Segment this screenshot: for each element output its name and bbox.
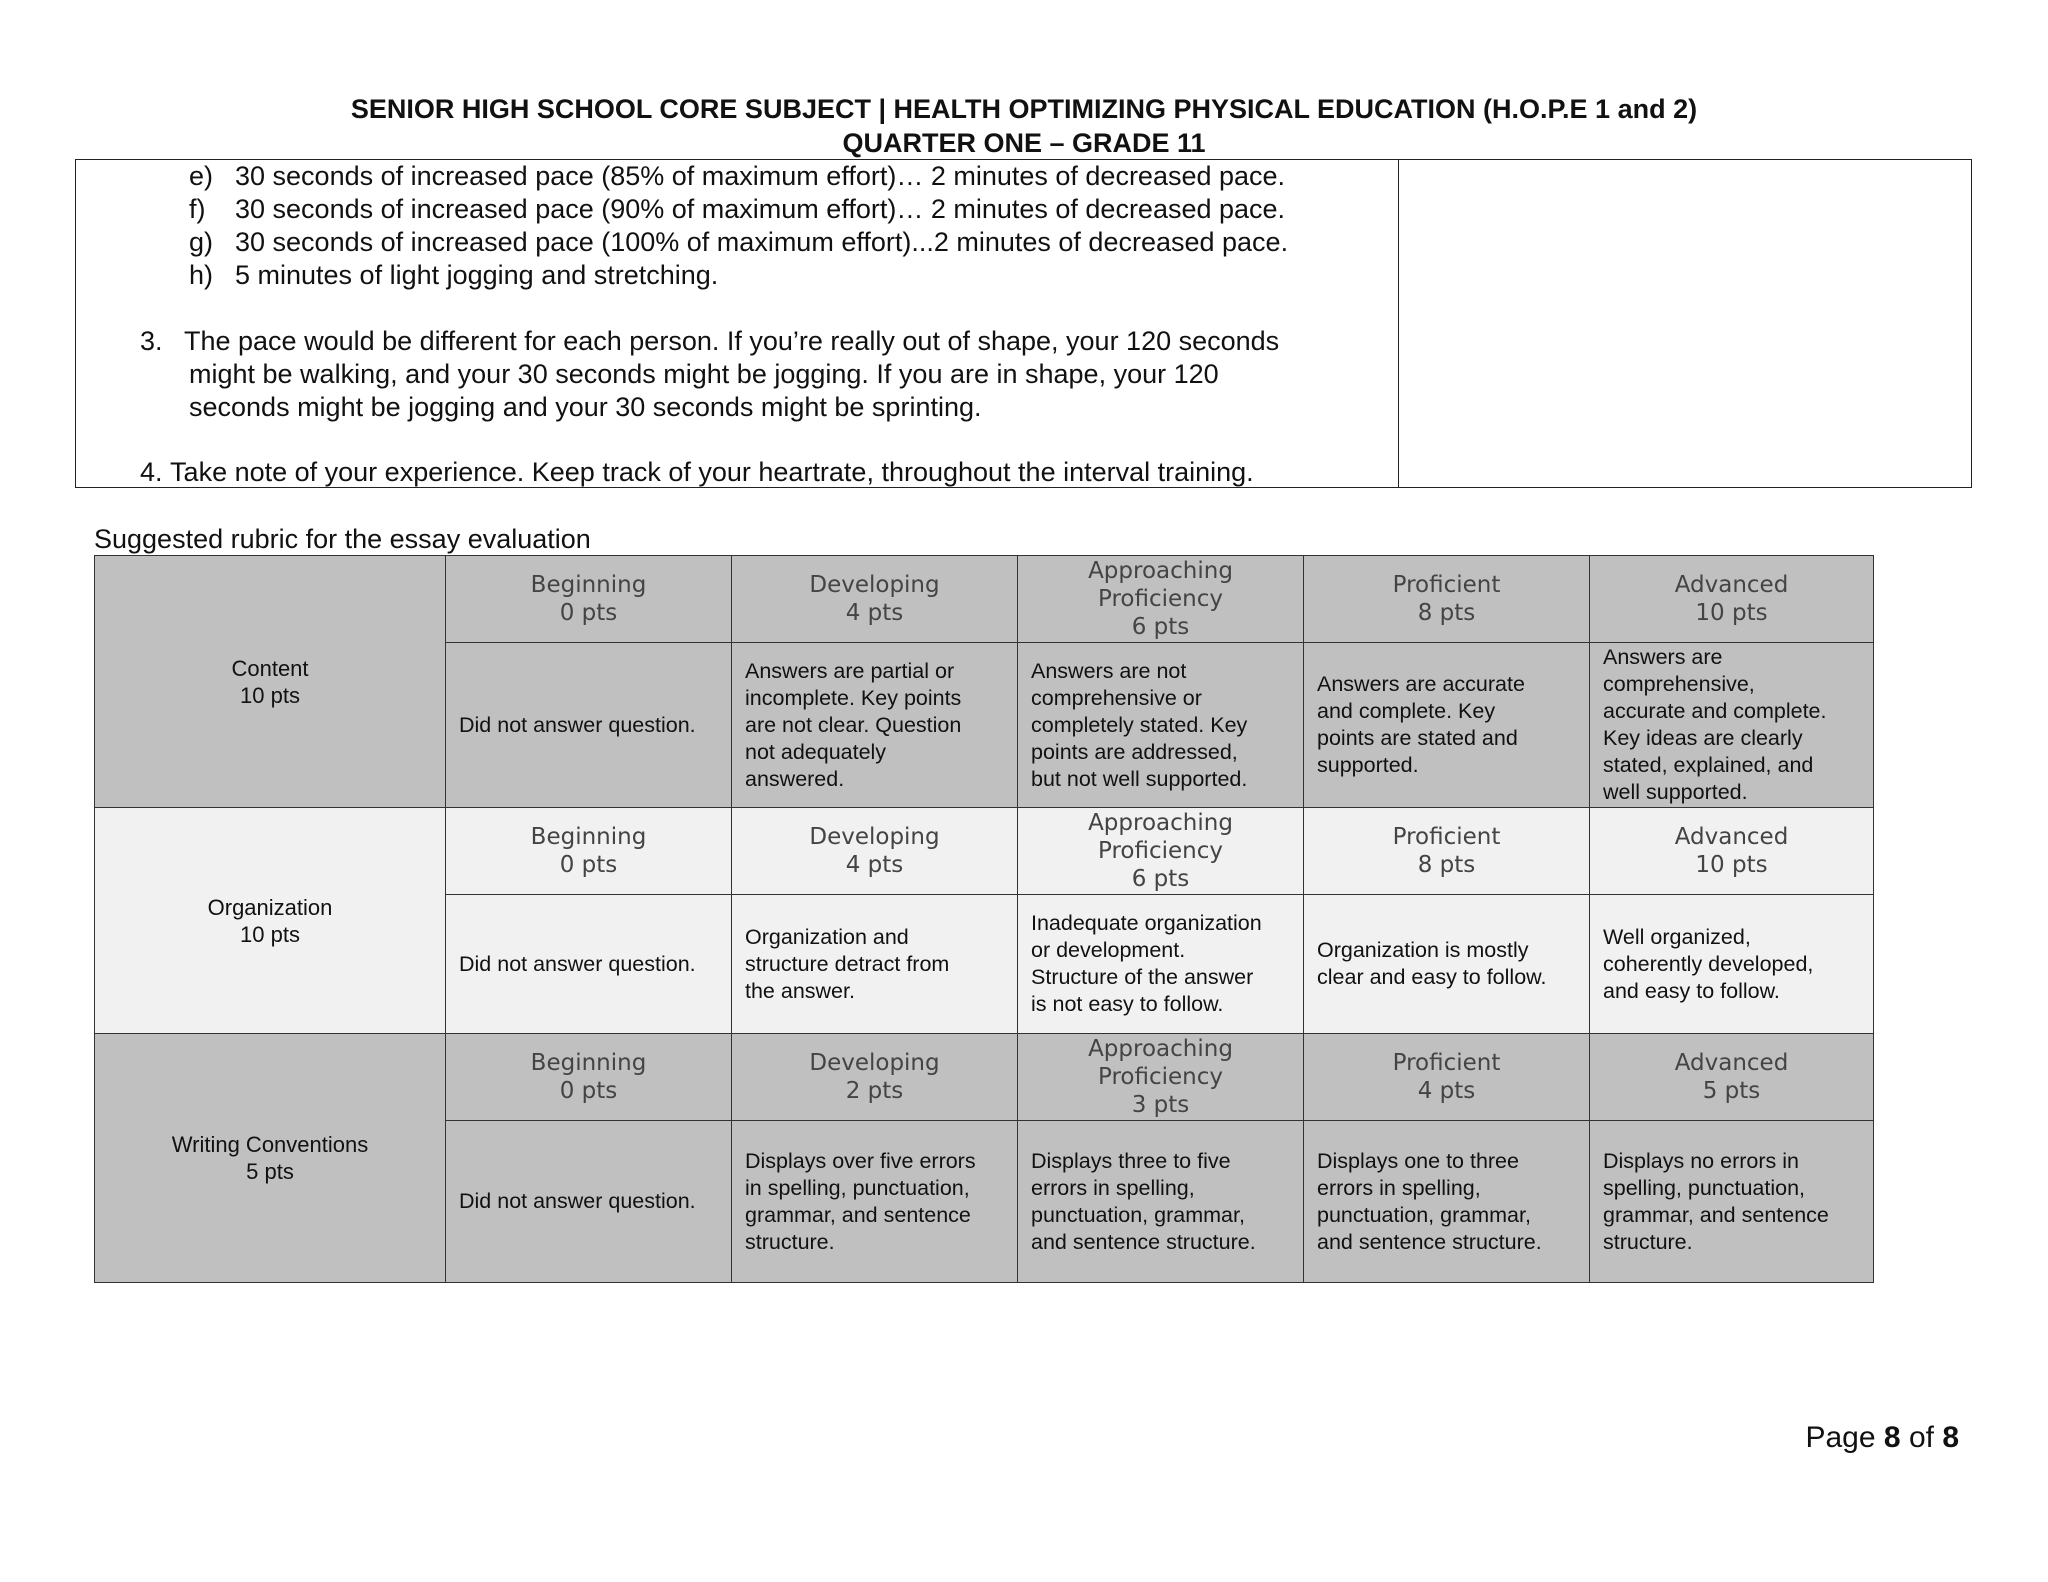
description-line: Organization and — [745, 924, 909, 949]
level-points: 10 pts — [1695, 600, 1768, 626]
level-points: 6 pts — [1131, 866, 1190, 892]
level-name: Advanced — [1674, 1050, 1789, 1076]
criterion-name: Writing Conventions — [171, 1132, 369, 1157]
level-points: 8 pts — [1417, 852, 1476, 878]
level-points: 8 pts — [1417, 600, 1476, 626]
level-points: 2 pts — [845, 1078, 904, 1104]
step-3-number: 3. — [140, 326, 163, 356]
level-name: Advanced — [1674, 572, 1789, 598]
sub-item-text: 5 minutes of light jogging and stretching. — [235, 260, 719, 290]
column-divider — [1398, 160, 1399, 487]
description-line: not adequately — [745, 739, 887, 764]
description-line: Organization is mostly — [1317, 938, 1529, 962]
rubric-level-row — [95, 1034, 1874, 1121]
level-description-cell — [1304, 1121, 1590, 1283]
description-line: well supported. — [1603, 780, 1748, 804]
page-number — [1805, 1421, 1959, 1455]
level-header-cell — [1018, 556, 1304, 643]
level-header-cell — [446, 1034, 732, 1121]
level-name: Approaching — [1088, 1036, 1233, 1062]
description-line: stated, explained, and — [1603, 753, 1814, 777]
step-4-number: 4. — [140, 457, 163, 487]
criterion-points: 10 pts — [240, 682, 300, 708]
level-points: 0 pts — [559, 600, 618, 626]
level-description-cell — [1304, 643, 1590, 808]
level-points: 4 pts — [845, 600, 904, 626]
description-line: structure detract from — [745, 951, 950, 976]
step-4-text: Take note of your experience. Keep track of your heartrate, throughout the interval training. — [170, 457, 1254, 487]
page-prefix: Page — [1805, 1421, 1876, 1454]
level-name: Developing — [809, 572, 940, 598]
description-line: Did not answer question. — [459, 1189, 696, 1213]
description-line: Did not answer question. — [459, 712, 696, 737]
level-header-cell — [1304, 556, 1590, 643]
level-header-cell — [732, 808, 1018, 895]
level-name: Beginning — [530, 572, 647, 598]
sub-item-text: 30 seconds of increased pace (85% of maximum effort)… 2 minutes of decreased pace. — [235, 161, 1286, 191]
step-3-line: The pace would be different for each person. If you’re really out of shape, your 120 seconds — [184, 326, 1280, 356]
sub-item-label: h) — [189, 260, 214, 290]
description-line: in spelling, punctuation, — [745, 1175, 970, 1200]
description-line: Displays no errors in — [1603, 1148, 1799, 1173]
level-description-cell — [1018, 1121, 1304, 1283]
level-name: Developing — [809, 824, 940, 850]
description-line: points are stated and — [1317, 726, 1518, 750]
header-subject: SENIOR HIGH SCHOOL CORE SUBJECT | HEALTH OPTIMIZING PHYSICAL EDUCATION (H.O.P.E 1 and 2) — [350, 94, 1698, 124]
description-line: Displays one to three — [1317, 1148, 1519, 1173]
criterion-name: Organization — [207, 894, 333, 920]
description-line: comprehensive or — [1031, 685, 1202, 710]
description-line: and sentence structure. — [1031, 1229, 1256, 1254]
description-line: answered. — [745, 766, 845, 791]
description-line: grammar, and sentence — [745, 1202, 971, 1227]
description-line: and easy to follow. — [1603, 978, 1780, 1003]
criterion-name: Content — [231, 655, 309, 681]
description-line: coherently developed, — [1603, 951, 1814, 976]
description-line: errors in spelling, — [1031, 1175, 1195, 1200]
level-name: Advanced — [1674, 824, 1789, 850]
page-total: 8 — [1942, 1421, 1959, 1454]
document-header — [0, 92, 2048, 160]
level-header-cell — [1590, 556, 1874, 643]
description-line: Answers are partial or — [745, 658, 955, 683]
description-line: points are addressed, — [1031, 739, 1238, 764]
description-line: Answers are accurate — [1317, 672, 1525, 696]
level-name: Proficient — [1392, 824, 1501, 850]
description-line: Structure of the answer — [1031, 965, 1254, 989]
description-line: comprehensive, — [1603, 672, 1755, 696]
description-line: Displays over five errors — [745, 1148, 976, 1173]
description-line: errors in spelling, — [1317, 1175, 1481, 1200]
description-line: Answers are — [1603, 645, 1723, 669]
instructions-box — [75, 159, 1972, 488]
rubric-level-row — [95, 556, 1874, 643]
description-line: punctuation, grammar, — [1031, 1202, 1245, 1227]
sub-item-f — [189, 193, 1285, 226]
description-line: structure. — [1603, 1229, 1693, 1254]
criterion-cell — [95, 1034, 446, 1283]
level-points: 4 pts — [845, 852, 904, 878]
header-quarter: QUARTER ONE – GRADE 11 — [842, 128, 1206, 158]
level-name: Proficiency — [1098, 838, 1223, 864]
level-points: 4 pts — [1417, 1078, 1476, 1104]
level-header-cell — [1018, 1034, 1304, 1121]
description-line: supported. — [1317, 753, 1419, 777]
level-description-cell — [732, 895, 1018, 1034]
sub-item-text: 30 seconds of increased pace (90% of maximum effort)… 2 minutes of decreased pace. — [235, 194, 1286, 224]
level-description-cell — [1590, 1121, 1874, 1283]
level-points: 0 pts — [559, 852, 618, 878]
sub-item-h — [189, 259, 718, 292]
description-line: Well organized, — [1603, 924, 1751, 949]
level-header-cell — [1304, 1034, 1590, 1121]
sub-item-label: e) — [189, 161, 214, 191]
level-name: Developing — [809, 1050, 940, 1076]
description-line: clear and easy to follow. — [1317, 965, 1547, 989]
level-name: Proficient — [1392, 572, 1501, 598]
description-line: are not clear. Question — [745, 712, 962, 737]
sub-item-text: 30 seconds of increased pace (100% of maximum effort)...2 minutes of decreased pace. — [235, 227, 1289, 257]
level-header-cell — [446, 556, 732, 643]
level-header-cell — [1590, 1034, 1874, 1121]
level-points: 5 pts — [1702, 1078, 1761, 1104]
description-line: Key ideas are clearly — [1603, 726, 1803, 750]
level-name: Beginning — [530, 824, 647, 850]
level-points: 6 pts — [1131, 614, 1190, 640]
step-3-line: seconds might be jogging and your 30 seconds might be sprinting. — [189, 392, 982, 422]
description-line: but not well supported. — [1031, 766, 1248, 791]
level-description-cell — [1590, 643, 1874, 808]
rubric-caption: Suggested rubric for the essay evaluation — [94, 524, 591, 554]
level-description-cell — [732, 1121, 1018, 1283]
level-description-cell — [732, 643, 1018, 808]
rubric-level-row — [95, 808, 1874, 895]
level-header-cell — [1304, 808, 1590, 895]
criterion-cell — [95, 808, 446, 1034]
level-name: Approaching — [1088, 810, 1233, 836]
description-line: punctuation, grammar, — [1317, 1202, 1531, 1227]
level-header-cell — [1590, 808, 1874, 895]
description-line: is not easy to follow. — [1031, 992, 1224, 1016]
page-current: 8 — [1883, 1421, 1901, 1454]
description-line: accurate and complete. — [1603, 699, 1827, 723]
sub-item-e — [189, 160, 1285, 193]
description-line: spelling, punctuation, — [1603, 1175, 1806, 1200]
level-description-cell — [1304, 895, 1590, 1034]
level-name: Proficiency — [1098, 1064, 1223, 1090]
sub-item-g — [189, 226, 1288, 259]
level-header-cell — [1018, 808, 1304, 895]
sub-item-label: f) — [189, 194, 206, 224]
description-line: grammar, and sentence — [1603, 1202, 1829, 1227]
level-header-cell — [732, 556, 1018, 643]
description-line: completely stated. Key — [1031, 712, 1248, 737]
level-points: 0 pts — [559, 1078, 618, 1104]
rubric-table — [94, 555, 1874, 1283]
description-line: and complete. Key — [1317, 699, 1496, 723]
criterion-cell — [95, 556, 446, 808]
step-3-line: might be walking, and your 30 seconds might be jogging. If you are in shape, your 120 — [189, 359, 1219, 389]
criterion-points: 5 pts — [246, 1159, 294, 1184]
description-line: Inadequate organization — [1031, 911, 1262, 935]
level-header-cell — [732, 1034, 1018, 1121]
description-line: and sentence structure. — [1317, 1229, 1542, 1254]
level-description-cell — [446, 1121, 732, 1283]
description-line: structure. — [745, 1229, 835, 1254]
level-name: Proficient — [1392, 1050, 1501, 1076]
step-4 — [140, 456, 1254, 489]
description-line: the answer. — [745, 978, 855, 1003]
level-points: 3 pts — [1131, 1092, 1190, 1118]
description-line: Answers are not — [1031, 658, 1187, 683]
level-description-cell — [446, 643, 732, 808]
description-line: incomplete. Key points — [745, 685, 962, 710]
level-description-cell — [1018, 643, 1304, 808]
criterion-points: 10 pts — [240, 921, 300, 947]
description-line: Displays three to five — [1031, 1148, 1231, 1173]
level-name: Approaching — [1088, 558, 1233, 584]
level-name: Proficiency — [1098, 586, 1223, 612]
page-of: of — [1908, 1421, 1934, 1454]
level-description-cell — [1590, 895, 1874, 1034]
level-points: 10 pts — [1695, 852, 1768, 878]
description-line: or development. — [1031, 938, 1186, 962]
level-name: Beginning — [530, 1050, 647, 1076]
level-description-cell — [446, 895, 732, 1034]
level-header-cell — [446, 808, 732, 895]
level-description-cell — [1018, 895, 1304, 1034]
sub-item-label: g) — [189, 227, 214, 257]
description-line: Did not answer question. — [459, 951, 696, 976]
